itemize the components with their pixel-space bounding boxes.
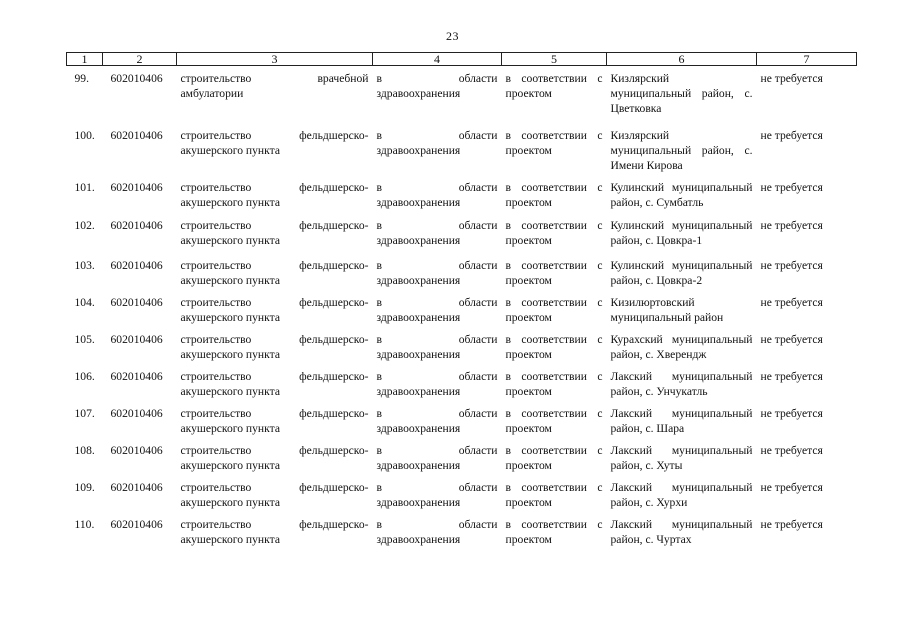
object-characteristics: в соответствии с проектом bbox=[505, 518, 603, 546]
zone-requirement: не требуется bbox=[760, 296, 823, 309]
object-purpose: в области здравоохранения bbox=[376, 444, 498, 472]
object-location: Кизлярский муниципальный район, с. Цветковка bbox=[610, 72, 753, 115]
object-name: строительство фельдшерско-акушерского пункта bbox=[180, 481, 369, 509]
table-row bbox=[67, 510, 857, 547]
object-purpose: в области здравоохранения bbox=[376, 481, 498, 509]
object-characteristics: в соответствии с проектом bbox=[505, 481, 603, 509]
object-location: Лакский муниципальный район, с. Хурхи bbox=[610, 481, 753, 509]
table-row bbox=[67, 173, 857, 210]
object-purpose: в области здравоохранения bbox=[376, 518, 498, 546]
object-location: Кулинский муниципальный район, с. Цовкра-2 bbox=[610, 259, 753, 287]
object-code: 602010406 bbox=[110, 296, 163, 309]
table-row bbox=[67, 473, 857, 510]
object-characteristics: в соответствии с проектом bbox=[505, 370, 603, 398]
row-number: 103. bbox=[74, 259, 95, 272]
object-name: строительство фельдшерско-акушерского пункта bbox=[180, 444, 369, 472]
row-number: 102. bbox=[74, 219, 95, 232]
object-code: 602010406 bbox=[110, 219, 163, 232]
zone-requirement: не требуется bbox=[760, 518, 823, 531]
object-purpose: в области здравоохранения bbox=[376, 219, 498, 247]
zone-requirement: не требуется bbox=[760, 407, 823, 420]
row-number: 109. bbox=[74, 481, 95, 494]
table-row bbox=[67, 436, 857, 473]
column-header: 2 bbox=[103, 53, 177, 66]
object-location: Кулинский муниципальный район, с. Цовкра-1 bbox=[610, 219, 753, 247]
zone-requirement: не требуется bbox=[760, 181, 823, 194]
row-number: 101. bbox=[74, 181, 95, 194]
row-number: 100. bbox=[74, 129, 95, 142]
object-location: Лакский муниципальный район, с. Хуты bbox=[610, 444, 753, 472]
object-purpose: в области здравоохранения bbox=[376, 296, 498, 324]
row-number: 105. bbox=[74, 333, 95, 346]
row-number: 110. bbox=[74, 518, 95, 531]
object-name: строительство фельдшерско-акушерского пункта bbox=[180, 129, 369, 157]
table-row bbox=[67, 399, 857, 436]
object-code: 602010406 bbox=[110, 481, 163, 494]
column-header: 6 bbox=[607, 53, 757, 66]
zone-requirement: не требуется bbox=[760, 333, 823, 346]
object-location: Кизлярский муниципальный район, с. Имени Кирова bbox=[610, 129, 753, 172]
table-row bbox=[67, 116, 857, 173]
object-purpose: в области здравоохранения bbox=[376, 407, 498, 435]
row-number: 104. bbox=[74, 296, 95, 309]
object-name: строительство фельдшерско-акушерского пункта bbox=[180, 333, 369, 361]
object-characteristics: в соответствии с проектом bbox=[505, 219, 603, 247]
object-characteristics: в соответствии с проектом bbox=[505, 407, 603, 435]
object-name: строительство фельдшерско-акушерского пункта bbox=[180, 219, 369, 247]
object-code: 602010406 bbox=[110, 259, 163, 272]
object-name: строительство фельдшерско-акушерского пункта bbox=[180, 407, 369, 435]
table-row bbox=[67, 210, 857, 248]
object-code: 602010406 bbox=[110, 370, 163, 383]
zone-requirement: не требуется bbox=[760, 444, 823, 457]
object-name: строительство фельдшерско-акушерского пункта bbox=[180, 370, 369, 398]
object-purpose: в области здравоохранения bbox=[376, 333, 498, 361]
objects-table bbox=[66, 52, 857, 547]
object-code: 602010406 bbox=[110, 129, 163, 142]
object-code: 602010406 bbox=[110, 72, 163, 85]
object-name: строительство фельдшерско-акушерского пункта bbox=[180, 518, 369, 546]
header-row bbox=[67, 53, 857, 66]
object-purpose: в области здравоохранения bbox=[376, 129, 498, 157]
zone-requirement: не требуется bbox=[760, 259, 823, 272]
table-row bbox=[67, 325, 857, 362]
zone-requirement: не требуется bbox=[760, 481, 823, 494]
object-characteristics: в соответствии с проектом bbox=[505, 129, 603, 157]
zone-requirement: не требуется bbox=[760, 72, 823, 85]
table-row bbox=[67, 248, 857, 288]
object-name: строительство врачебной амбулатории bbox=[180, 72, 369, 100]
object-code: 602010406 bbox=[110, 333, 163, 346]
object-code: 602010406 bbox=[110, 518, 163, 531]
object-location: Курахский муниципальный район, с. Хверендж bbox=[610, 333, 753, 361]
object-characteristics: в соответствии с проектом bbox=[505, 181, 603, 209]
object-characteristics: в соответствии с проектом bbox=[505, 444, 603, 472]
object-characteristics: в соответствии с проектом bbox=[505, 296, 603, 324]
object-code: 602010406 bbox=[110, 407, 163, 420]
object-location: Кизилюртовский муниципальный район bbox=[610, 296, 724, 324]
object-name: строительство фельдшерско-акушерского пункта bbox=[180, 181, 369, 209]
object-purpose: в области здравоохранения bbox=[376, 181, 498, 209]
row-number: 99. bbox=[74, 72, 89, 85]
zone-requirement: не требуется bbox=[760, 219, 823, 232]
object-characteristics: в соответствии с проектом bbox=[505, 259, 603, 287]
row-number: 108. bbox=[74, 444, 95, 457]
table-row bbox=[67, 362, 857, 399]
object-location: Лакский муниципальный район, с. Шара bbox=[610, 407, 753, 435]
column-header: 4 bbox=[373, 53, 502, 66]
zone-requirement: не требуется bbox=[760, 129, 823, 142]
page-number: 23 bbox=[446, 29, 459, 43]
column-header: 7 bbox=[757, 53, 857, 66]
object-name: строительство фельдшерско-акушерского пункта bbox=[180, 296, 369, 324]
table-row bbox=[67, 288, 857, 325]
table-row bbox=[67, 66, 857, 117]
object-location: Лакский муниципальный район, с. Унчукатль bbox=[610, 370, 753, 398]
column-header: 5 bbox=[502, 53, 607, 66]
object-purpose: в области здравоохранения bbox=[376, 259, 498, 287]
object-characteristics: в соответствии с проектом bbox=[505, 72, 603, 100]
object-code: 602010406 bbox=[110, 181, 163, 194]
object-location: Лакский муниципальный район, с. Чуртах bbox=[610, 518, 753, 546]
object-name: строительство фельдшерско-акушерского пункта bbox=[180, 259, 369, 287]
row-number: 107. bbox=[74, 407, 95, 420]
row-number: 106. bbox=[74, 370, 95, 383]
object-characteristics: в соответствии с проектом bbox=[505, 333, 603, 361]
column-header: 1 bbox=[67, 53, 103, 66]
object-purpose: в области здравоохранения bbox=[376, 370, 498, 398]
object-purpose: в области здравоохранения bbox=[376, 72, 498, 100]
object-location: Кулинский муниципальный район, с. Сумбатль bbox=[610, 181, 753, 209]
zone-requirement: не требуется bbox=[760, 370, 823, 383]
object-code: 602010406 bbox=[110, 444, 163, 457]
table-body bbox=[67, 66, 857, 548]
column-header: 3 bbox=[177, 53, 373, 66]
